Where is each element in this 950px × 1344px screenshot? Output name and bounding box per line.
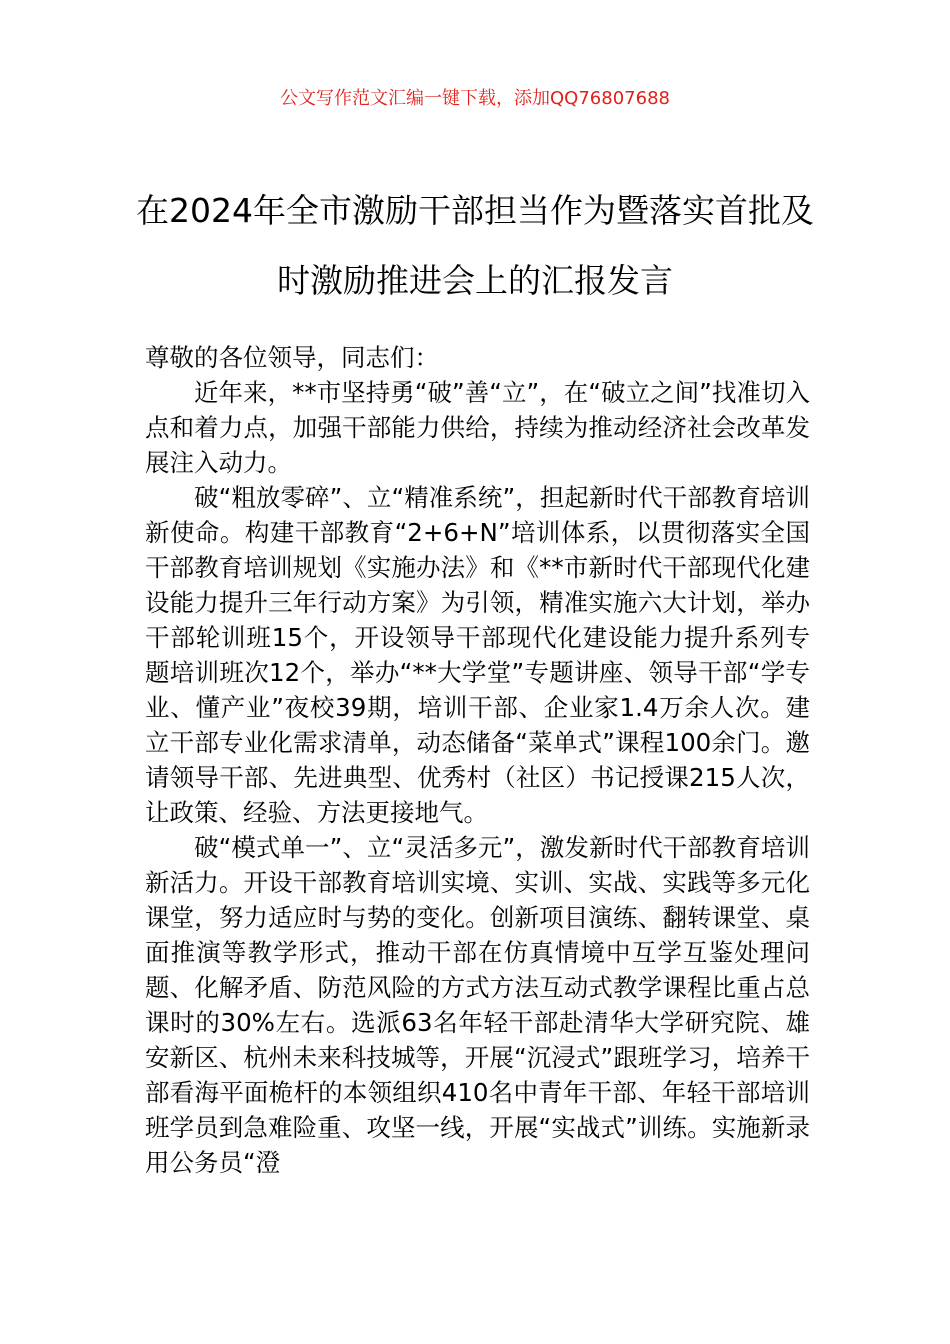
header-banner: 公文写作范文汇编一键下载，添加QQ76807688 (280, 88, 670, 109)
document-body (145, 340, 810, 1180)
paragraph-flexible-diverse: 破“模式单一”、立“灵活多元”，激发新时代干部教育培训新活力。开设干部教育培训实境、实训、实战、实践等多元化课堂，努力适应时与势的变化。创新项目演练、翻转课堂、桌面推演等教学形式，推动干部在仿真情境中互学互鉴处理问题、化解矛盾、防范风险的方式方法互动式教学课程比重占总课时的30%左右。选派63名年轻干部赴清华大学研究院、雄安新区、杭州未来科技城等，开展“沉浸式”跟班学习，培养干部看海平面桅杆的本领组织410名中青年干部、年轻干部培训班学员到急难险重、攻坚一线，开展“实战式”训练。实施新录用公务员“澄 (145, 833, 810, 1177)
paragraph-precise-system: 破“粗放零碎”、立“精准系统”，担起新时代干部教育培训新使命。构建干部教育“2+6+N”培训体系，以贯彻落实全国干部教育培训规划《实施办法》和《**市新时代干部现代化建设能力提升三年行动方案》为引领，精准实施六大计划，举办干部轮训班15个，开设领导干部现代化建设能力提升系列专题培训班次12个，举办“**大学堂”专题讲座、领导干部“学专业、懂产业”夜校39期，培训干部、企业家1.4万余人次。建立干部专业化需求清单，动态储备“菜单式”课程100余门。邀请领导干部、先进典型、优秀村（社区）书记授课215人次，让政策、经验、方法更接地气。 (145, 483, 810, 827)
salutation: 尊敬的各位领导，同志们： (145, 343, 439, 372)
paragraph-intro: 近年来，**市坚持勇“破”善“立”，在“破立之间”找准切入点和着力点，加强干部能力供给，持续为推动经济社会改革发展注入动力。 (145, 378, 810, 477)
document-title: 在2024年全市激励干部担当作为暨落实首批及时激励推进会上的汇报发言 (136, 191, 814, 300)
